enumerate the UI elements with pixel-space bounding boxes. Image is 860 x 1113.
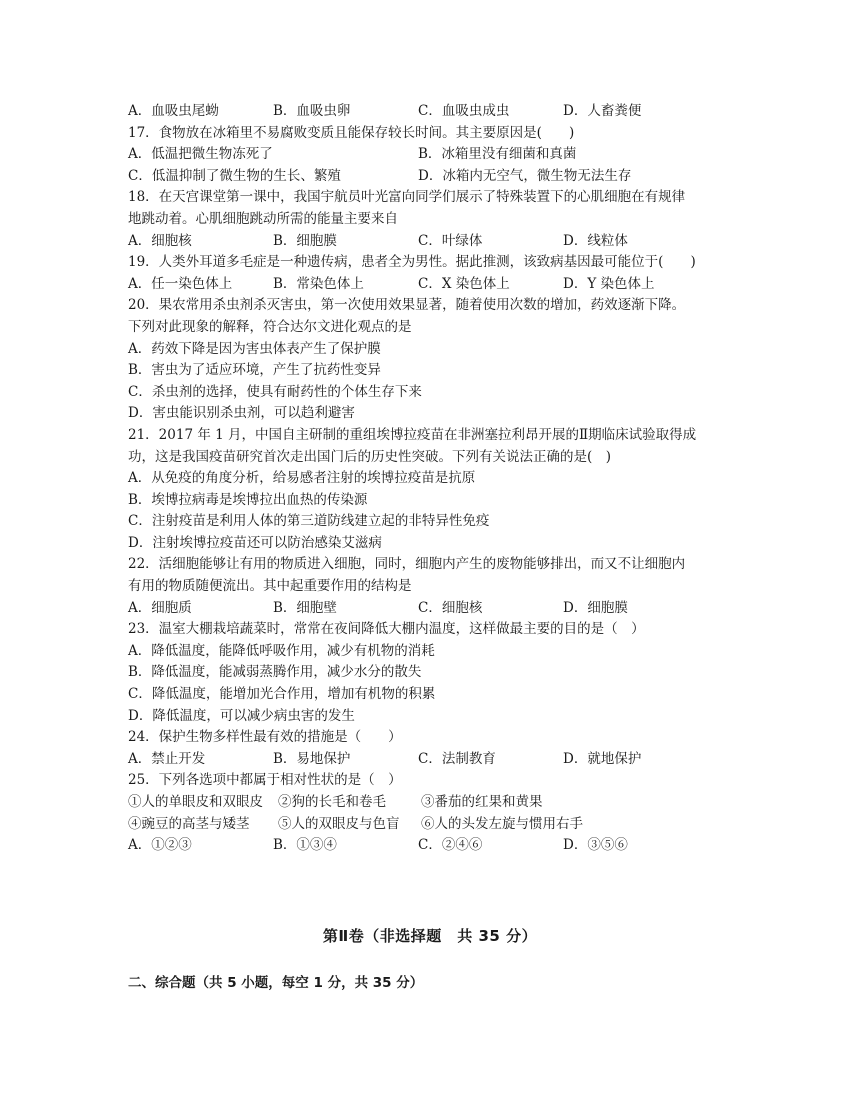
q25-option-b: B．①③④ (273, 837, 337, 854)
q18-option-c: C．叶绿体 (418, 232, 483, 249)
q17-stem: 17．食物放在冰箱里不易腐败变质且能保存较长时间。其主要原因是( ) (128, 124, 575, 141)
q17-option-d: D．冰箱内无空气，微生物无法生存 (418, 167, 632, 184)
q18-options (128, 231, 748, 253)
q21-option-c: C．注射疫苗是利用人体的第三道防线建立起的非特异性免疫 (128, 513, 490, 530)
q18-option-a: A．细胞核 (128, 232, 192, 249)
q19-option-b: B．常染色体上 (273, 275, 364, 292)
q24-stem: 24．保护生物多样性最有效的措施是（ ） (128, 729, 402, 746)
q25-traits-row2 (128, 814, 748, 836)
q25-option-c: C．②④⑥ (418, 837, 483, 854)
q20-stem-line2: 下列对此现象的解释，符合达尔文进化观点的是 (128, 318, 412, 335)
q24-options (128, 749, 748, 771)
q25-options (128, 835, 748, 857)
q20-option-b: B．害虫为了适应环境，产生了抗药性变异 (128, 362, 381, 379)
q22-option-a: A．细胞质 (128, 599, 192, 616)
q21-stem-line2: 功，这是我国疫苗研究首次走出国门后的历史性突破。下列有关说法正确的是( ) (128, 448, 612, 465)
q16-option-b: B．血吸虫卵 (273, 103, 351, 119)
q23-option-a: A．降低温度，能降低呼吸作用，减少有机物的消耗 (128, 642, 435, 659)
q24-option-d: D．就地保护 (563, 750, 642, 767)
q18-option-d: D．线粒体 (563, 232, 628, 249)
q25-trait-3: ③番茄的红果和黄果 (421, 794, 543, 810)
q19-option-d: D．Y 染色体上 (563, 275, 655, 292)
q25-option-a: A．①②③ (128, 837, 192, 854)
q19-option-a: A．任一染色体上 (128, 275, 233, 292)
q25-trait-6: ⑥人的头发左旋与惯用右手 (421, 815, 583, 832)
q25-trait-2: ②狗的长毛和卷毛 (278, 794, 386, 810)
q22-option-c: C．细胞核 (418, 599, 483, 616)
q16-option-c: C．血吸虫成虫 (418, 103, 510, 119)
q17-option-c: C．低温抑制了微生物的生长、繁殖 (128, 167, 341, 184)
q24-option-a: A．禁止开发 (128, 750, 206, 767)
q21-stem-line1: 21．2017 年 1 月，中国自主研制的重组埃博拉疫苗在非洲塞拉利昂开展的Ⅱ期临床试验取得成 (128, 426, 697, 443)
q21-option-a: A．从免疫的角度分析，给易感者注射的埃博拉疫苗是抗原 (128, 470, 476, 487)
section-subtitle: 二、综合题（共 5 小题，每空 1 分，共 35 分） (128, 975, 424, 991)
q17-option-a: A．低温把微生物冻死了 (128, 146, 273, 163)
q17-option-b: B．冰箱里没有细菌和真菌 (418, 146, 577, 163)
q23-option-b: B．降低温度，能减弱蒸腾作用，减少水分的散失 (128, 664, 422, 681)
q20-stem-line1: 20．果农常用杀虫剂杀灭害虫，第一次使用效果显著，随着使用次数的增加，药效逐渐下降。 (128, 297, 686, 314)
q25-trait-4: ④豌豆的高茎与矮茎 (128, 815, 250, 832)
section-title: 第Ⅱ卷（非选择题 共 35 分） (322, 927, 538, 945)
q20-option-a: A．药效下降是因为害虫体表产生了保护膜 (128, 340, 381, 357)
q16-option-d: D．人畜粪便 (563, 103, 642, 119)
q22-option-d: D．细胞膜 (563, 599, 628, 616)
q22-stem-line2: 有用的物质随便流出。其中起重要作用的结构是 (128, 578, 412, 595)
q23-stem: 23．温室大棚栽培蔬菜时，常常在夜间降低大棚内温度，这样做最主要的目的是（ ） (128, 621, 645, 638)
q17-options-row1 (128, 144, 748, 166)
q25-stem: 25．下列各选项中都属于相对性状的是（ ） (128, 772, 402, 789)
q22-stem-line1: 22．活细胞能够让有用的物质进入细胞，同时，细胞内产生的废物能够排出，而又不让细胞内 (128, 556, 686, 573)
q16-option-a: A．血吸虫尾蚴 (128, 103, 219, 119)
q22-option-b: B．细胞壁 (273, 599, 337, 616)
q25-option-d: D．③⑤⑥ (563, 837, 628, 854)
q23-option-d: D．降低温度，可以减少病虫害的发生 (128, 707, 355, 724)
q18-stem-line1: 18．在天宫课堂第一课中，我国宇航员叶光富向同学们展示了特殊装置下的心肌细胞在有规律 (128, 189, 686, 206)
q18-stem-line2: 地跳动着。心肌细胞跳动所需的能量主要来自 (128, 210, 398, 227)
q20-option-c: C．杀虫剂的选择，使具有耐药性的个体生存下来 (128, 383, 422, 400)
q25-trait-5: ⑤人的双眼皮与色盲 (278, 815, 400, 832)
q24-option-c: C．法制教育 (418, 750, 496, 767)
q21-option-d: D．注射埃博拉疫苗还可以防治感染艾滋病 (128, 534, 382, 551)
q24-option-b: B．易地保护 (273, 750, 351, 767)
q19-option-c: C．X 染色体上 (418, 275, 510, 292)
q19-stem: 19．人类外耳道多毛症是一种遗传病，患者全为男性。据此推测，该致病基因最可能位于( ) (128, 254, 696, 271)
q25-traits-row1 (128, 792, 748, 814)
q25-trait-1: ①人的单眼皮和双眼皮 (128, 794, 263, 810)
q23-option-c: C．降低温度，能增加光合作用，增加有机物的积累 (128, 686, 436, 703)
q19-options (128, 274, 748, 296)
q17-options-row2 (128, 166, 748, 188)
q22-options (128, 598, 748, 620)
question-list (128, 101, 748, 857)
q16-options (128, 101, 748, 123)
q18-option-b: B．细胞膜 (273, 232, 337, 249)
q21-option-b: B．埃博拉病毒是埃博拉出血热的传染源 (128, 491, 368, 508)
q20-option-d: D．害虫能识别杀虫剂，可以趋利避害 (128, 405, 355, 422)
